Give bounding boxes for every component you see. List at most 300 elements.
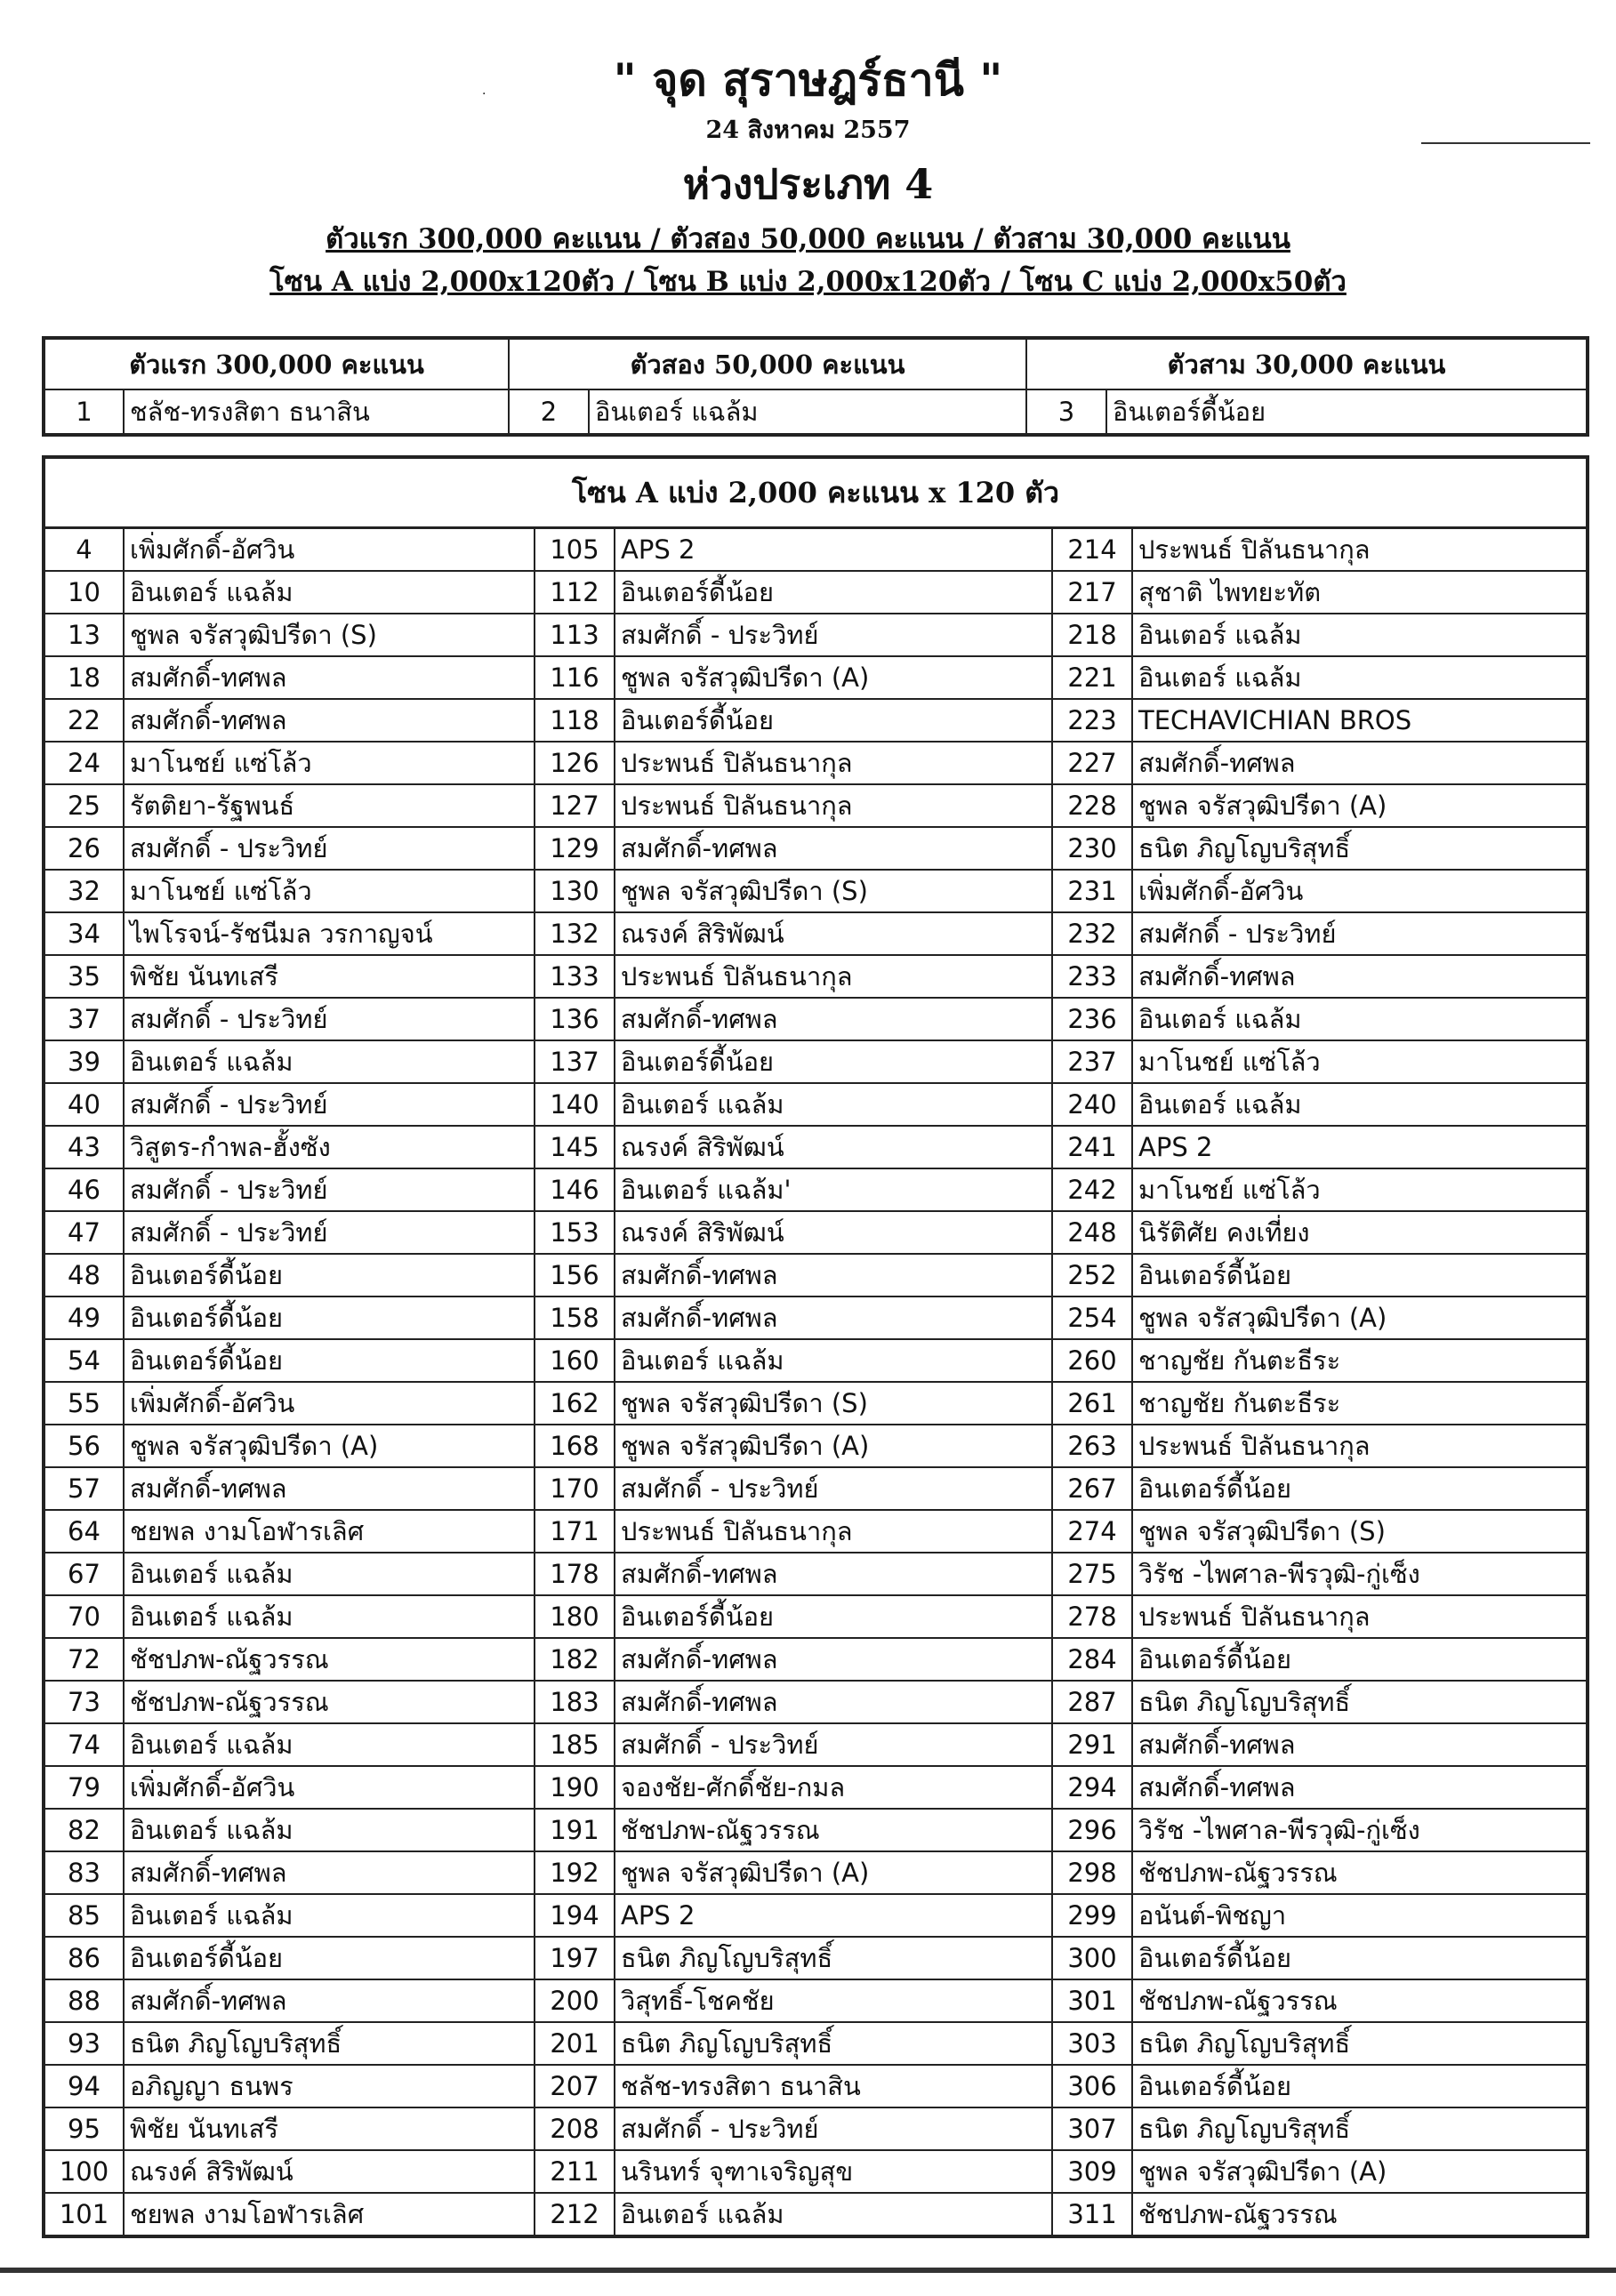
- first-prize-header: ตัวแรก 300,000 คะแนน: [44, 338, 509, 389]
- ring-number: 242: [1052, 1168, 1132, 1211]
- zone-a-title: โซน A แบ่ง 2,000 คะแนน x 120 ตัว: [44, 457, 1588, 528]
- ring-number: 201: [535, 2022, 615, 2065]
- owner-name: เพิ่มศักดิ์-อัศวิน: [124, 528, 535, 572]
- first-prize-number: 1: [44, 389, 124, 435]
- ring-number: 95: [44, 2107, 124, 2150]
- owner-name: ประพนธ์ ปิลันธนากุล: [1132, 1595, 1588, 1638]
- owner-name: ชูพล จรัสวุฒิปรีดา (S): [1132, 1510, 1588, 1553]
- table-row: [44, 955, 1588, 998]
- owner-name: สมศักดิ์-ทศพล: [615, 1254, 1052, 1297]
- owner-name: ณรงค์ สิริพัฒน์: [615, 912, 1052, 955]
- owner-name: สมศักดิ์-ทศพล: [615, 1681, 1052, 1723]
- ring-number: 183: [535, 1681, 615, 1723]
- second-prize-owner: อินเตอร์ แฉล้ม: [589, 389, 1026, 435]
- ring-number: 49: [44, 1297, 124, 1339]
- table-row: [44, 1894, 1588, 1937]
- ring-number: 232: [1052, 912, 1132, 955]
- owner-name: ชาญชัย กันตะธีระ: [1132, 1382, 1588, 1425]
- ring-number: 153: [535, 1211, 615, 1254]
- owner-name: มาโนชย์ แซ่โล้ว: [1132, 1040, 1588, 1083]
- ring-number: 129: [535, 827, 615, 870]
- owner-name: วิรัช -ไพศาล-พีรวุฒิ-กู่เซ็ง: [1132, 1809, 1588, 1851]
- ring-number: 298: [1052, 1851, 1132, 1894]
- ring-number: 48: [44, 1254, 124, 1297]
- table-row: [44, 827, 1588, 870]
- ring-number: 191: [535, 1809, 615, 1851]
- ring-number: 267: [1052, 1467, 1132, 1510]
- owner-name: สมศักดิ์ - ประวิทย์: [124, 1083, 535, 1126]
- ring-number: 35: [44, 955, 124, 998]
- table-row: [44, 1681, 1588, 1723]
- ring-number: 127: [535, 784, 615, 827]
- ring-number: 43: [44, 1126, 124, 1168]
- table-row: [44, 2193, 1588, 2236]
- owner-name: ชัชปภพ-ณัฐวรรณ: [124, 1681, 535, 1723]
- table-row: [44, 1851, 1588, 1894]
- owner-name: สมศักดิ์-ทศพล: [124, 1851, 535, 1894]
- ring-number: 207: [535, 2065, 615, 2107]
- ring-number: 146: [535, 1168, 615, 1211]
- owner-name: วิสุทธิ์-โชคชัย: [615, 1979, 1052, 2022]
- owner-name: ชัชปภพ-ณัฐวรรณ: [1132, 1851, 1588, 1894]
- zone-a-table: [42, 455, 1589, 2238]
- ring-number: 46: [44, 1168, 124, 1211]
- owner-name: อินเตอร์ดี้น้อย: [615, 699, 1052, 742]
- owner-name: อินเตอร์ แฉล้ม: [124, 1723, 535, 1766]
- table-row: [44, 1083, 1588, 1126]
- owner-name: อินเตอร์ แฉล้ม: [1132, 614, 1588, 656]
- third-prize-number: 3: [1026, 389, 1106, 435]
- ring-number: 194: [535, 1894, 615, 1937]
- ring-number: 34: [44, 912, 124, 955]
- ring-number: 126: [535, 742, 615, 784]
- third-prize-owner: อินเตอร์ดี้น้อย: [1106, 389, 1588, 435]
- ring-number: 67: [44, 1553, 124, 1595]
- owner-name: อินเตอร์ดี้น้อย: [124, 1297, 535, 1339]
- ring-number: 10: [44, 571, 124, 614]
- ring-number: 168: [535, 1425, 615, 1467]
- owner-name: วิสูตร-กำพล-ฮั้งซัง: [124, 1126, 535, 1168]
- table-row: [44, 870, 1588, 912]
- ring-number: 170: [535, 1467, 615, 1510]
- table-row: [44, 2065, 1588, 2107]
- owner-name: ประพนธ์ ปิลันธนากุล: [615, 955, 1052, 998]
- prize-summary: ตัวแรก 300,000 คะแนน / ตัวสอง 50,000 คะแนน / ตัวสาม 30,000 คะแนน: [326, 223, 1290, 255]
- owner-name: อินเตอร์ดี้น้อย: [615, 1040, 1052, 1083]
- owner-name: สมศักดิ์ - ประวิทย์: [124, 1168, 535, 1211]
- owner-name: เพิ่มศักดิ์-อัศวิน: [1132, 870, 1588, 912]
- owner-name: สมศักดิ์ - ประวิทย์: [615, 1723, 1052, 1766]
- ring-number: 13: [44, 614, 124, 656]
- owner-name: อินเตอร์ แฉล้ม: [615, 1339, 1052, 1382]
- table-row: [44, 784, 1588, 827]
- table-row: [44, 1809, 1588, 1851]
- ring-number: 86: [44, 1937, 124, 1979]
- ring-number: 55: [44, 1382, 124, 1425]
- table-row: [44, 1425, 1588, 1467]
- zone-a-title-row: [44, 457, 1588, 528]
- zone-summary: โซน A แบ่ง 2,000x120ตัว / โซน B แบ่ง 2,000x120ตัว / โซน C แบ่ง 2,000x50ตัว: [269, 266, 1347, 298]
- ring-number: 212: [535, 2193, 615, 2236]
- owner-name: ชาญชัย กันตะธีระ: [1132, 1339, 1588, 1382]
- ring-number: 190: [535, 1766, 615, 1809]
- ring-number: 230: [1052, 827, 1132, 870]
- owner-name: APS 2: [615, 528, 1052, 572]
- table-row: [44, 614, 1588, 656]
- zone-a-body: [44, 528, 1588, 2237]
- ring-number: 100: [44, 2150, 124, 2193]
- table-row: [44, 1595, 1588, 1638]
- table-row: [44, 1126, 1588, 1168]
- event-date: 24 สิงหาคม 2557: [705, 116, 911, 144]
- ring-number: 118: [535, 699, 615, 742]
- owner-name: APS 2: [1132, 1126, 1588, 1168]
- owner-name: วิรัช -ไพศาล-พีรวุฒิ-กู่เซ็ง: [1132, 1553, 1588, 1595]
- owner-name: สมศักดิ์ - ประวิทย์: [124, 827, 535, 870]
- owner-name: สมศักดิ์ - ประวิทย์: [615, 614, 1052, 656]
- ring-number: 113: [535, 614, 615, 656]
- owner-name: รัตติยา-รัฐพนธ์: [124, 784, 535, 827]
- ring-number: 105: [535, 528, 615, 572]
- owner-name: นิรัติศัย คงเที่ยง: [1132, 1211, 1588, 1254]
- ring-number: 223: [1052, 699, 1132, 742]
- table-row: [44, 1168, 1588, 1211]
- owner-name: อินเตอร์ดี้น้อย: [1132, 2065, 1588, 2107]
- owner-name: อินเตอร์ดี้น้อย: [1132, 1467, 1588, 1510]
- ring-number: 261: [1052, 1382, 1132, 1425]
- ring-number: 133: [535, 955, 615, 998]
- owner-name: เพิ่มศักดิ์-อัศวิน: [124, 1382, 535, 1425]
- table-row: [44, 1766, 1588, 1809]
- ring-number: 25: [44, 784, 124, 827]
- ring-number: 18: [44, 656, 124, 699]
- table-row: [44, 2107, 1588, 2150]
- owner-name: ชูพล จรัสวุฒิปรีดา (A): [615, 656, 1052, 699]
- table-row: [44, 1040, 1588, 1083]
- third-prize-header: ตัวสาม 30,000 คะแนน: [1026, 338, 1588, 389]
- owner-name: อินเตอร์ แฉล้ม: [1132, 998, 1588, 1040]
- ring-number: 231: [1052, 870, 1132, 912]
- owner-name: อินเตอร์ดี้น้อย: [1132, 1254, 1588, 1297]
- owner-name: ประพนธ์ ปิลันธนากุล: [1132, 1425, 1588, 1467]
- owner-name: ชัชปภพ-ณัฐวรรณ: [615, 1809, 1052, 1851]
- owner-name: อินเตอร์ดี้น้อย: [124, 1254, 535, 1297]
- scan-speck: ·: [482, 87, 486, 101]
- ring-number: 287: [1052, 1681, 1132, 1723]
- ring-number: 82: [44, 1809, 124, 1851]
- ring-number: 156: [535, 1254, 615, 1297]
- ring-number: 40: [44, 1083, 124, 1126]
- owner-name: ชูพล จรัสวุฒิปรีดา (A): [1132, 1297, 1588, 1339]
- owner-name: ชูพล จรัสวุฒิปรีดา (A): [1132, 2150, 1588, 2193]
- ring-number: 88: [44, 1979, 124, 2022]
- owner-name: ประพนธ์ ปิลันธนากุล: [615, 1510, 1052, 1553]
- owner-name: อนันต์-พิชญา: [1132, 1894, 1588, 1937]
- ring-number: 70: [44, 1595, 124, 1638]
- owner-name: ชูพล จรัสวุฒิปรีดา (A): [615, 1851, 1052, 1894]
- top-prizes-header-row: [44, 338, 1588, 389]
- table-row: [44, 1211, 1588, 1254]
- owner-name: ไพโรจน์-รัชนีมล วรกาญจน์: [124, 912, 535, 955]
- owner-name: ประพนธ์ ปิลันธนากุล: [1132, 528, 1588, 572]
- table-row: [44, 998, 1588, 1040]
- ring-number: 214: [1052, 528, 1132, 572]
- table-row: [44, 571, 1588, 614]
- owner-name: ชลัช-ทรงสิตา ธนาสิน: [615, 2065, 1052, 2107]
- owner-name: APS 2: [615, 1894, 1052, 1937]
- table-row: [44, 656, 1588, 699]
- owner-name: ประพนธ์ ปิลันธนากุล: [615, 742, 1052, 784]
- owner-name: อินเตอร์ดี้น้อย: [615, 1595, 1052, 1638]
- ring-number: 158: [535, 1297, 615, 1339]
- owner-name: ชูพล จรัสวุฒิปรีดา (S): [615, 1382, 1052, 1425]
- ring-number: 64: [44, 1510, 124, 1553]
- owner-name: อินเตอร์ แฉล้ม: [124, 1595, 535, 1638]
- ring-number: 57: [44, 1467, 124, 1510]
- ring-number: 228: [1052, 784, 1132, 827]
- ring-number: 56: [44, 1425, 124, 1467]
- ring-number: 233: [1052, 955, 1132, 998]
- owner-name: นรินทร์ จุฑาเจริญสุข: [615, 2150, 1052, 2193]
- table-row: [44, 742, 1588, 784]
- ring-number: 72: [44, 1638, 124, 1681]
- owner-name: พิชัย นันทเสรี: [124, 2107, 535, 2150]
- ring-number: 248: [1052, 1211, 1132, 1254]
- table-row: [44, 528, 1588, 572]
- ring-number: 252: [1052, 1254, 1132, 1297]
- ring-number: 180: [535, 1595, 615, 1638]
- ring-number: 300: [1052, 1937, 1132, 1979]
- ring-number: 200: [535, 1979, 615, 2022]
- owner-name: ธนิต ภิญโญบริสุทธิ์: [615, 1937, 1052, 1979]
- ring-number: 162: [535, 1382, 615, 1425]
- owner-name: อินเตอร์ดี้น้อย: [615, 571, 1052, 614]
- owner-name: ณรงค์ สิริพัฒน์: [124, 2150, 535, 2193]
- ring-number: 291: [1052, 1723, 1132, 1766]
- owner-name: มาโนชย์ แซ่โล้ว: [124, 870, 535, 912]
- owner-name: ธนิต ภิญโญบริสุทธิ์: [1132, 827, 1588, 870]
- owner-name: อินเตอร์ แฉล้ม': [615, 1168, 1052, 1211]
- ring-number: 32: [44, 870, 124, 912]
- ring-number: 275: [1052, 1553, 1132, 1595]
- owner-name: อินเตอร์ แฉล้ม: [124, 571, 535, 614]
- ring-number: 284: [1052, 1638, 1132, 1681]
- owner-name: เพิ่มศักดิ์-อัศวิน: [124, 1766, 535, 1809]
- document-header: [0, 49, 1616, 303]
- ring-number: 278: [1052, 1595, 1132, 1638]
- table-row: [44, 1510, 1588, 1553]
- ring-number: 218: [1052, 614, 1132, 656]
- owner-name: อินเตอร์ แฉล้ม: [124, 1040, 535, 1083]
- owner-name: ชัชปภพ-ณัฐวรรณ: [124, 1638, 535, 1681]
- table-row: [44, 1467, 1588, 1510]
- ring-number: 94: [44, 2065, 124, 2107]
- owner-name: อินเตอร์ แฉล้ม: [124, 1553, 535, 1595]
- owner-name: อินเตอร์ แฉล้ม: [124, 1894, 535, 1937]
- ring-number: 26: [44, 827, 124, 870]
- top-prizes-row: [44, 389, 1588, 435]
- owner-name: อินเตอร์ แฉล้ม: [124, 1809, 535, 1851]
- owner-name: สมศักดิ์ - ประวิทย์: [615, 1467, 1052, 1510]
- ring-number: 4: [44, 528, 124, 572]
- ring-number: 309: [1052, 2150, 1132, 2193]
- owner-name: สมศักดิ์-ทศพล: [615, 1638, 1052, 1681]
- owner-name: สมศักดิ์ - ประวิทย์: [1132, 912, 1588, 955]
- ring-number: 192: [535, 1851, 615, 1894]
- ring-number: 227: [1052, 742, 1132, 784]
- ring-number: 145: [535, 1126, 615, 1168]
- ring-number: 241: [1052, 1126, 1132, 1168]
- page-bottom-edge: [0, 2268, 1616, 2273]
- ring-number: 85: [44, 1894, 124, 1937]
- owner-name: ธนิต ภิญโญบริสุทธิ์: [1132, 1681, 1588, 1723]
- owner-name: อภิญญา ธนพร: [124, 2065, 535, 2107]
- owner-name: อินเตอร์ แฉล้ม: [615, 1083, 1052, 1126]
- owner-name: อินเตอร์ดี้น้อย: [124, 1937, 535, 1979]
- ring-number: 237: [1052, 1040, 1132, 1083]
- owner-name: สุชาติ ไพทยะทัต: [1132, 571, 1588, 614]
- owner-name: สมศักดิ์-ทศพล: [124, 656, 535, 699]
- ring-number: 306: [1052, 2065, 1132, 2107]
- owner-name: สมศักดิ์-ทศพล: [124, 699, 535, 742]
- table-row: [44, 1382, 1588, 1425]
- owner-name: มาโนชย์ แซ่โล้ว: [1132, 1168, 1588, 1211]
- ring-number: 240: [1052, 1083, 1132, 1126]
- ring-number: 208: [535, 2107, 615, 2150]
- table-row: [44, 1638, 1588, 1681]
- ring-number: 73: [44, 1681, 124, 1723]
- ring-number: 303: [1052, 2022, 1132, 2065]
- owner-name: สมศักดิ์-ทศพล: [1132, 1723, 1588, 1766]
- table-row: [44, 1297, 1588, 1339]
- ring-number: 274: [1052, 1510, 1132, 1553]
- owner-name: TECHAVICHIAN BROS: [1132, 699, 1588, 742]
- owner-name: สมศักดิ์ - ประวิทย์: [124, 1211, 535, 1254]
- owner-name: อินเตอร์ดี้น้อย: [124, 1339, 535, 1382]
- ring-number: 182: [535, 1638, 615, 1681]
- owner-name: อินเตอร์ แฉล้ม: [615, 2193, 1052, 2236]
- table-row: [44, 699, 1588, 742]
- ring-number: 136: [535, 998, 615, 1040]
- owner-name: ชูพล จรัสวุฒิปรีดา (S): [124, 614, 535, 656]
- owner-name: ชูพล จรัสวุฒิปรีดา (A): [124, 1425, 535, 1467]
- category-title: ห่วงประเภท 4: [682, 160, 934, 208]
- table-row: [44, 1979, 1588, 2022]
- ring-number: 236: [1052, 998, 1132, 1040]
- ring-number: 294: [1052, 1766, 1132, 1809]
- owner-name: สมศักดิ์-ทศพล: [1132, 955, 1588, 998]
- ring-number: 137: [535, 1040, 615, 1083]
- ring-number: 112: [535, 571, 615, 614]
- ring-number: 254: [1052, 1297, 1132, 1339]
- ring-number: 24: [44, 742, 124, 784]
- ring-number: 185: [535, 1723, 615, 1766]
- ring-number: 39: [44, 1040, 124, 1083]
- owner-name: อินเตอร์ดี้น้อย: [1132, 1937, 1588, 1979]
- top-prizes-table: [42, 336, 1589, 437]
- ring-number: 197: [535, 1937, 615, 1979]
- owner-name: ธนิต ภิญโญบริสุทธิ์: [1132, 2022, 1588, 2065]
- owner-name: ชยพล งามโอฬารเลิศ: [124, 2193, 535, 2236]
- ring-number: 101: [44, 2193, 124, 2236]
- ring-number: 140: [535, 1083, 615, 1126]
- owner-name: อินเตอร์ดี้น้อย: [1132, 1638, 1588, 1681]
- owner-name: ชยพล งามโอฬารเลิศ: [124, 1510, 535, 1553]
- ring-number: 37: [44, 998, 124, 1040]
- ring-number: 79: [44, 1766, 124, 1809]
- table-row: [44, 2150, 1588, 2193]
- ring-number: 22: [44, 699, 124, 742]
- table-row: [44, 1254, 1588, 1297]
- ring-number: 93: [44, 2022, 124, 2065]
- owner-name: สมศักดิ์-ทศพล: [615, 1297, 1052, 1339]
- table-row: [44, 1723, 1588, 1766]
- ring-number: 296: [1052, 1809, 1132, 1851]
- table-row: [44, 1937, 1588, 1979]
- owner-name: สมศักดิ์-ทศพล: [615, 1553, 1052, 1595]
- owner-name: อินเตอร์ แฉล้ม: [1132, 1083, 1588, 1126]
- owner-name: สมศักดิ์-ทศพล: [124, 1979, 535, 2022]
- ring-number: 211: [535, 2150, 615, 2193]
- table-row: [44, 912, 1588, 955]
- ring-number: 307: [1052, 2107, 1132, 2150]
- ring-number: 178: [535, 1553, 615, 1595]
- owner-name: สมศักดิ์-ทศพล: [615, 998, 1052, 1040]
- first-prize-owner: ชลัช-ทรงสิตา ธนาสิน: [124, 389, 509, 435]
- owner-name: สมศักดิ์-ทศพล: [124, 1467, 535, 1510]
- owner-name: สมศักดิ์-ทศพล: [1132, 742, 1588, 784]
- ring-number: 263: [1052, 1425, 1132, 1467]
- owner-name: ชูพล จรัสวุฒิปรีดา (S): [615, 870, 1052, 912]
- owner-name: มาโนชย์ แซ่โล้ว: [124, 742, 535, 784]
- page-title: " จุด สุราษฎร์ธานี ": [613, 53, 1003, 106]
- ring-number: 130: [535, 870, 615, 912]
- table-row: [44, 1553, 1588, 1595]
- table-row: [44, 1339, 1588, 1382]
- ring-number: 260: [1052, 1339, 1132, 1382]
- owner-name: สมศักดิ์-ทศพล: [1132, 1766, 1588, 1809]
- ring-number: 83: [44, 1851, 124, 1894]
- second-prize-number: 2: [509, 389, 589, 435]
- ring-number: 311: [1052, 2193, 1132, 2236]
- table-row: [44, 2022, 1588, 2065]
- owner-name: ณรงค์ สิริพัฒน์: [615, 1126, 1052, 1168]
- ring-number: 221: [1052, 656, 1132, 699]
- owner-name: ประพนธ์ ปิลันธนากุล: [615, 784, 1052, 827]
- second-prize-header: ตัวสอง 50,000 คะแนน: [509, 338, 1026, 389]
- owner-name: ณรงค์ สิริพัฒน์: [615, 1211, 1052, 1254]
- owner-name: ชูพล จรัสวุฒิปรีดา (A): [1132, 784, 1588, 827]
- owner-name: ธนิต ภิญโญบริสุทธิ์: [615, 2022, 1052, 2065]
- ring-number: 171: [535, 1510, 615, 1553]
- owner-name: พิชัย นันทเสรี: [124, 955, 535, 998]
- owner-name: ชูพล จรัสวุฒิปรีดา (A): [615, 1425, 1052, 1467]
- ring-number: 217: [1052, 571, 1132, 614]
- ring-number: 47: [44, 1211, 124, 1254]
- ring-number: 74: [44, 1723, 124, 1766]
- ring-number: 116: [535, 656, 615, 699]
- ring-number: 301: [1052, 1979, 1132, 2022]
- owner-name: จองชัย-ศักดิ์ชัย-กมล: [615, 1766, 1052, 1809]
- owner-name: ธนิต ภิญโญบริสุทธิ์: [124, 2022, 535, 2065]
- owner-name: อินเตอร์ แฉล้ม: [1132, 656, 1588, 699]
- ring-number: 132: [535, 912, 615, 955]
- ring-number: 54: [44, 1339, 124, 1382]
- ring-number: 160: [535, 1339, 615, 1382]
- owner-name: สมศักดิ์ - ประวิทย์: [615, 2107, 1052, 2150]
- owner-name: ชัชปภพ-ณัฐวรรณ: [1132, 2193, 1588, 2236]
- owner-name: ธนิต ภิญโญบริสุทธิ์: [1132, 2107, 1588, 2150]
